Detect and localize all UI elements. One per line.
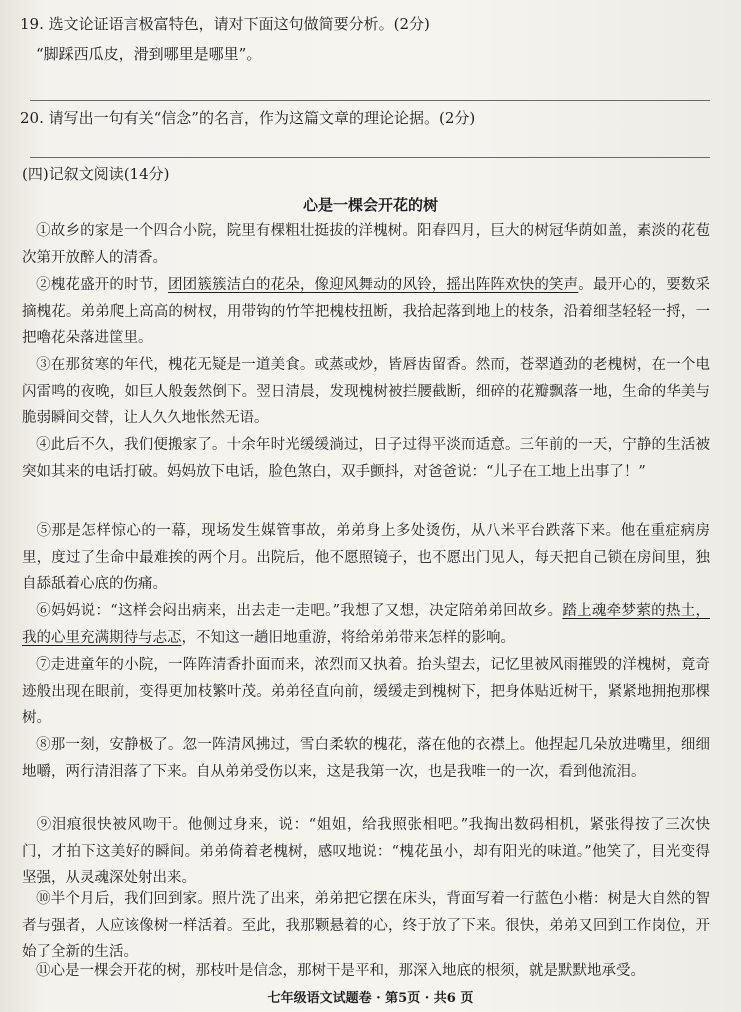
section-heading: (四)记叙文阅读(14分) <box>22 165 170 183</box>
paragraph-3: ③在那贫寒的年代，槐花无疑是一道美食。或蒸或炒，皆唇齿留香。然而，苍翠遒劲的老槐树，在一个电闪雷鸣的夜晚，如巨人般轰然倒下。翌日清晨，发现槐树被拦腰截断，细碎的花瓣飘落一地，生命的华美与脆弱瞬间交替，让人久久地怅然无语。 <box>22 357 710 426</box>
paragraph-7: ⑦走进童年的小院，一阵阵清香扑面而来，浓烈而又执着。抬头望去，记忆里被风雨摧毁的洋槐树，竟奇迹般出现在眼前，变得更加枝繁叶茂。弟弟径直向前，缓缓走到槐树下，把身体贴近树干，紧紧地拥抱那棵树。 <box>22 657 710 726</box>
paragraph-6: ⑥妈妈说：“这样会闷出病来，出去走一走吧。”我想了又想，决定陪弟弟回故乡。踏上魂牵梦萦的热土，我的心里充满期待与忐忑，不知这一趟旧地重游，将给弟弟带来怎样的影响。 <box>22 603 711 646</box>
paragraph-5: ⑤那是怎样惊心的一幕，现场发生媒管事故，弟弟身上多处烫伤，从八米平台跌落下来。他在重症病房里，度过了生命中最难挨的两个月。出院后，他不愿照镜子，也不愿出门见人，每天把自己锁在房间里，独自舔舐着心底的伤痛。 <box>22 523 710 592</box>
paragraph-2: ②槐花盛开的时节，团团簇簇洁白的花朵，像迎风舞动的风铃，摇出阵阵欢快的笑声。最开心的，要数采摘槐花。弟弟爬上高高的树杈，用带钩的竹竿把槐枝扭断，我拾起落到地上的枝条，沿着细茎轻轻一捋，一把嚕花朵落进筐里。 <box>22 277 711 346</box>
underlined-sentence-2: 踏上魂牵梦萦的热土，我的心里充满期待与忐忑 <box>22 603 711 646</box>
question-19: 19. 选文论证语言极富特色，请对下面这句做简要分析。(2分) <box>20 15 430 33</box>
paragraph-1: ①故乡的家是一个四合小院，院里有棵粗壮挺拔的洋槐树。阳春四月，巨大的树冠华荫如盖，素淡的花苞次第开放醉人的清香。 <box>22 223 710 266</box>
paragraph-9: ⑨泪痕很快被风吻干。他侧过身来，说：“姐姐，给我照张相吧。”我掏出数码相机，紧张得按了三次快门，才拍下这美好的瞬间。弟弟倚着老槐树，感叹地说：“槐花虽小，却有阳光的味道。”他笑了，目光变得坚强，从灵魂深处射出来。 <box>22 817 710 886</box>
question-20: 20. 请写出一句有关“信念”的名言，作为这篇文章的理论论据。(2分) <box>20 109 476 127</box>
page-footer: 七年级语文试题卷 · 第5页 · 共6 页 <box>267 991 474 1006</box>
paragraph-10: ⑩半个月后，我们回到家。照片洗了出来，弟弟把它摆在床头，背面写着一行蓝色小楷：树是大自然的智者与强者，人应该像树一样活着。至此，我那颗悬着的心，终于放了下来。很快，弟弟又回到工作岗位，开始了全新的生活。 <box>22 891 710 960</box>
article-title: 心是一棵会开花的树 <box>302 196 438 214</box>
answer-line-19 <box>30 100 710 101</box>
question-19-quote: “脚踩西瓜皮，滑到哪里是哪里”。 <box>36 45 262 63</box>
answer-line-20 <box>30 157 710 158</box>
paragraph-8: ⑧那一刻，安静极了。忽一阵清风拂过，雪白柔软的槐花，落在他的衣襟上。他捏起几朵放进嘴里，细细地嚼，两行清泪落了下来。自从弟弟受伤以来，这是我第一次，也是我唯一的一次，看到他流泪。 <box>22 737 710 780</box>
underlined-sentence-1: 团团簇簇洁白的花朵，像迎风舞动的风铃，摇出阵阵欢快的笑声 <box>168 277 579 293</box>
paragraph-4: ④此后不久，我们便搬家了。十余年时光缓缓淌过，日子过得平淡而适意。三年前的一天，宁静的生活被突如其来的电话打破。妈妈放下电话，脸色煞白，双手颤抖，对爸爸说：“儿子在工地上出事了！” <box>22 437 710 480</box>
paragraph-11: ⑪心是一棵会开花的树，那枝叶是信念，那树干是平和，那深入地底的根须，就是默默地承受。 <box>36 963 645 979</box>
